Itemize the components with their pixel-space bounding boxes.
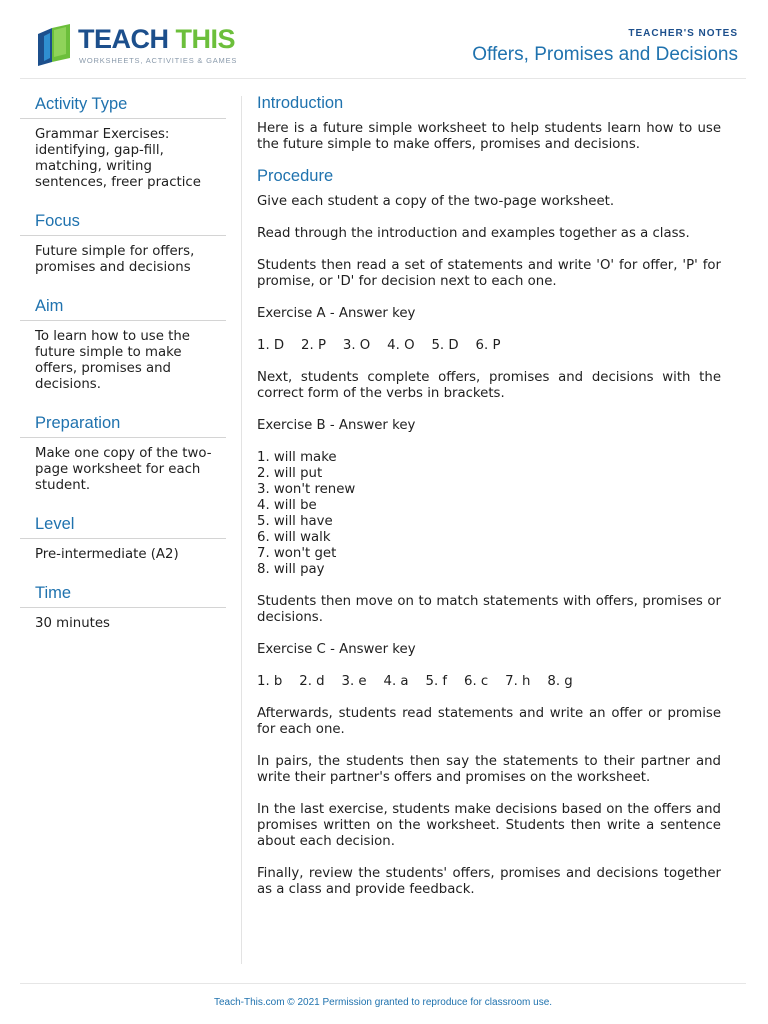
list-item: 8. will pay [257,562,325,577]
logo-wordmark [78,26,235,53]
aim-section [20,294,226,393]
procedure-step-8: In the last exercise, students make decisions based on the offers and promises written on the worksheet. Students then write a sentence about each decision. [257,802,721,849]
page-title: Offers, Promises and Decisions [472,44,738,65]
activity-type-section [20,92,226,191]
introduction-text: Here is a future simple worksheet to help students learn how to use the future simple to make offers, promises and decisions. [257,121,721,152]
procedure-step-9: Finally, review the students' offers, promises and decisions together as a class and provide feedback. [257,866,721,897]
level-text: Pre-intermediate (A2) [35,547,179,562]
teach-this-logo[interactable] [36,22,238,70]
logo-tagline: WORKSHEETS, ACTIVITIES & GAMES [79,56,238,65]
procedure-step-1: Give each student a copy of the two-page worksheet. [257,194,615,209]
activity-type-text: Grammar Exercises: identifying, gap-fill, matching, writing sentences, freer practice [35,127,201,190]
sidebar [20,92,226,650]
exercise-c-label: Exercise C - Answer key [257,642,416,657]
procedure-heading: Procedure [257,167,334,185]
level-section [20,512,226,563]
procedure-step-2: Read through the introduction and examples together as a class. [257,226,690,241]
introduction-heading: Introduction [257,94,344,112]
level-heading: Level [20,512,226,539]
procedure-step-5: Students then move on to match statements with offers, promises or decisions. [257,594,721,625]
procedure-step-4: Next, students complete offers, promises and decisions with the correct form of the verbs in brackets. [257,370,721,401]
exercise-a-answers: 1. D 2. P 3. O 4. O 5. D 6. P [257,338,501,353]
time-section [20,581,226,632]
exercise-a-label: Exercise A - Answer key [257,306,416,321]
preparation-heading: Preparation [20,411,226,438]
preparation-text: Make one copy of the two-page worksheet for each student. [35,446,212,493]
exercise-b-label: Exercise B - Answer key [257,418,416,433]
focus-section [20,209,226,276]
time-heading: Time [20,581,226,608]
procedure-step-7: In pairs, the students then say the statements to their partner and write their partner's offers and promises on the worksheet. [257,754,721,785]
aim-text: To learn how to use the future simple to make offers, promises and decisions. [35,329,190,392]
aim-heading: Aim [20,294,226,321]
page-header [20,0,746,79]
logo-word-teach: TEACH [78,24,169,54]
list-item: 1. will make [257,450,337,465]
preparation-section [20,411,226,494]
list-item: 4. will be [257,498,317,513]
page-footer [20,983,746,1024]
procedure-step-6: Afterwards, students read statements and write an offer or promise for each one. [257,706,721,737]
main-content [257,92,721,914]
column-divider [241,96,242,964]
procedure-step-3: Students then read a set of statements and write 'O' for offer, 'P' for promise, or 'D' for decision next to each one. [257,258,721,289]
time-text: 30 minutes [35,616,110,631]
exercise-b-answers [257,450,721,578]
book-logo-icon [36,24,74,66]
teachers-notes-label: TEACHER'S NOTES [628,28,738,39]
focus-text: Future simple for offers, promises and decisions [35,244,195,275]
logo-word-this: THIS [175,24,236,54]
activity-type-heading: Activity Type [20,92,226,119]
copyright-notice: Teach-This.com © 2021 Permission granted to reproduce for classroom use. [213,997,553,1008]
focus-heading: Focus [20,209,226,236]
list-item: 2. will put [257,466,323,481]
list-item: 7. won't get [257,546,337,561]
list-item: 3. won't renew [257,482,356,497]
list-item: 6. will walk [257,530,331,545]
list-item: 5. will have [257,514,333,529]
exercise-c-answers: 1. b 2. d 3. e 4. a 5. f 6. c 7. h 8. g [257,674,573,689]
